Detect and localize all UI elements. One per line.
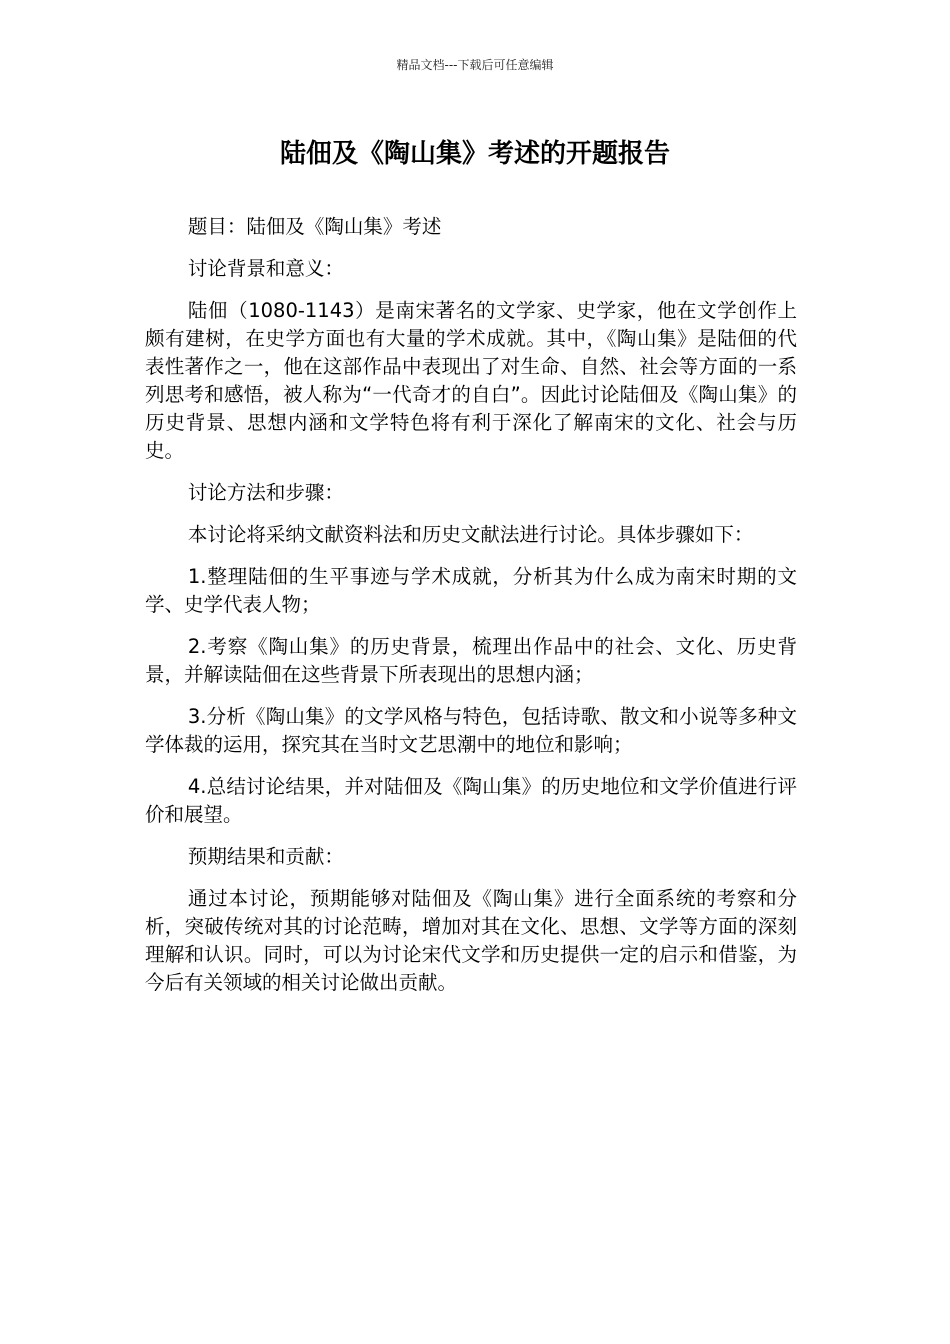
step-item-1: 1.整理陆佃的生平事迹与学术成就，分析其为什么成为南宋时期的文学、史学代表人物；: [145, 565, 797, 616]
document-title: 陆佃及《陶山集》考述的开题报告: [279, 139, 670, 169]
document-body: [145, 213, 797, 1011]
section-heading-background: 讨论背景和意义：: [187, 257, 344, 280]
section-heading-methods: 讨论方法和步骤：: [187, 481, 344, 504]
step-item-4: 4.总结讨论结果，并对陆佃及《陶山集》的历史地位和文学价值进行评价和展望。: [145, 775, 797, 826]
background-paragraph: 陆佃（1080-1143）是南宋著名的文学家、史学家，他在文学创作上颇有建树，在史学方面也有大量的学术成就。其中，《陶山集》是陆佃的代表性著作之一，他在这部作品中表现出了对生命、自然、社会等方面的一系列思考和感悟，被人称为“一代奇才的自白”。因此讨论陆佃及《陶山集》的历史背景、思想内涵和文学特色将有利于深化了解南宋的文化、社会与历史。: [145, 299, 797, 462]
results-paragraph: 通过本讨论，预期能够对陆佃及《陶山集》进行全面系统的考察和分析，突破传统对其的讨论范畴，增加对其在文化、思想、文学等方面的深刻理解和认识。同时，可以为讨论宋代文学和历史提供一定的启示和借鉴，为今后有关领域的相关讨论做出贡献。: [145, 887, 797, 994]
page-header: 精品文档---下载后可任意编辑: [396, 58, 554, 72]
step-item-2: 2.考察《陶山集》的历史背景，梳理出作品中的社会、文化、历史背景，并解读陆佃在这些背景下所表现出的思想内涵；: [145, 635, 797, 686]
methods-intro: 本讨论将采纳文献资料法和历史文献法进行讨论。具体步骤如下：: [187, 523, 754, 546]
topic-line: 题目：陆佃及《陶山集》考述: [187, 215, 442, 238]
section-heading-results: 预期结果和贡献：: [187, 845, 344, 868]
step-item-3: 3.分析《陶山集》的文学风格与特色，包括诗歌、散文和小说等多种文学体裁的运用，探究其在当时文艺思潮中的地位和影响；: [145, 705, 797, 756]
